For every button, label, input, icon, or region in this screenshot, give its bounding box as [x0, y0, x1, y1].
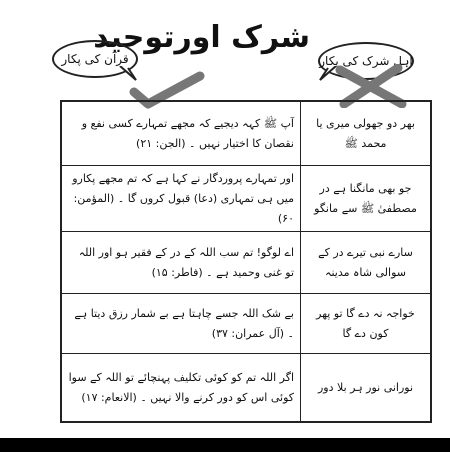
quran-cell: اے لوگو! تم سب اللہ کے در کے فقیر ہو اور اللہ تو غنی وحمید ہے ۔ (فاطر: ۱۵): [78, 245, 294, 279]
quran-cell: بے شک اللہ جسے چاہتا ہے بے شمار رزق دیتا ہے ۔ (آل عمران: ۳۷): [74, 306, 294, 340]
quran-cell: آپ ﷺ کہہ دیجیے کہ مجھے تمہارے کسی نفع و نقصان کا اختیار نہیں ۔ (الجن: ۲۱): [81, 116, 294, 150]
table-row: [62, 166, 430, 232]
shirk-call-label: اہلِ شرک کی پکار: [319, 54, 413, 68]
bottom-border: [0, 438, 450, 452]
shirk-cell: نورانی نور ہر بلا دور: [300, 354, 430, 421]
quran-cell: اور تمہارے پروردگار نے کہا ہے کہ تم مجھے پکارو میں ہی تمہاری (دعا) قبول کروں گا ۔ (المؤمن: ۶۰): [72, 171, 294, 225]
quran-call-label: قرآن کی پکار: [61, 52, 129, 66]
comparison-table: [60, 100, 432, 423]
shirk-cell: بھر دو جھولی میری یا محمد ﷺ: [300, 102, 430, 165]
shirk-cell: جو بھی مانگنا ہے در مصطفیٰ ﷺ سے مانگو: [300, 166, 430, 231]
page-title: شرک اورتوحید: [93, 20, 310, 55]
table-row: [62, 294, 430, 354]
shirk-cell: خواجہ نہ دے گا تو پھر کون دے گا: [300, 294, 430, 353]
quran-cell: اگر اللہ تم کو کوئی تکلیف پہنچائے تو اللہ کے سوا کوئی اس کو دور کرنے والا نہیں ۔ (الانعام: ۱۷): [68, 370, 294, 404]
table-row: [62, 102, 430, 166]
shirk-cell: سارے نبی تیرے در کے سوالی شاہ مدینہ: [300, 232, 430, 293]
table-row: [62, 232, 430, 294]
table-row: [62, 354, 430, 421]
